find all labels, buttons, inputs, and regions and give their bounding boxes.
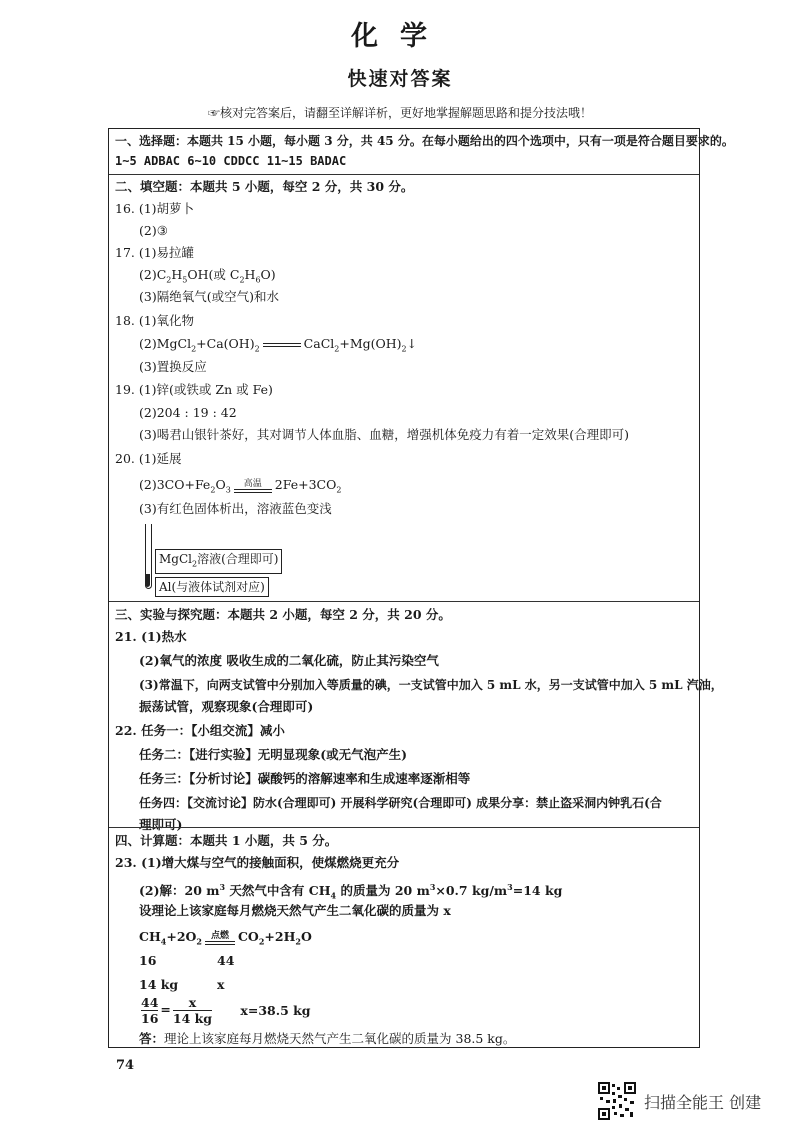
q17-part3: (3)隔绝氧气(或空气)和水 [139, 289, 279, 304]
page-subtitle: 快速对答案 [347, 68, 453, 90]
q16-part2: (2)③ [139, 223, 168, 238]
fraction-left: $\frac{44}{16}$ [141, 995, 159, 1026]
page-title: 化学 [351, 21, 449, 52]
choice-answers: 1~5 ADBAC 6~10 CDDCC 11~15 BADAC [115, 154, 347, 168]
section3-heading: 三、实验与探究题：本题共 2 小题，每空 2 分，共 20 分。 [115, 607, 451, 622]
q18-part2: $(2)MgCl_2+Ca(OH)_2$ $CaCl_2+Mg(OH)_2↓$ [139, 336, 418, 354]
reaction-equals [263, 343, 301, 347]
answer-box [108, 128, 734, 1048]
equation-condition: 点燃 [205, 931, 235, 945]
q21-part3-line1: (3)常温下，向两支试管中分别加入等质量的碘，一支试管中加入 5 mL 水，另一支试管中加入 5 mL 汽油， [139, 678, 723, 692]
page-number: 74 [116, 1058, 135, 1073]
tube-label-solution: MgCl$_2$溶液(合理即可) [155, 549, 282, 574]
q19-part2: (2)204 : 19 : 42 [139, 405, 237, 420]
q19-part1: 19. (1)锌(或铁或 Zn 或 Fe) [115, 382, 273, 397]
divider [109, 827, 699, 828]
divider [109, 174, 699, 175]
q22-task4-line1: 任务四：【交流讨论】防水(合理即可) 开展科学研究(合理即可) 成果分享：禁止盗采洞内钟乳石(合 [139, 796, 662, 810]
q18-part3: (3)置换反应 [139, 359, 207, 374]
result-value: x=38.5 kg [240, 1003, 311, 1018]
q20-part1: 20. (1)延展 [115, 451, 182, 466]
q22-task2: 任务二：【进行实验】无明显现象(或无气泡产生) [139, 747, 408, 762]
section1-heading: 一、选择题：本题共 15 小题，每小题 3 分，共 45 分。在每小题给出的四个选项中，只有一项是符合题目要求的。 [115, 134, 734, 148]
fraction-right: $\frac{x}{14 kg}$ [172, 995, 213, 1026]
reaction-condition: 高温 [234, 479, 272, 493]
q23-part1: 23. (1)增大煤与空气的接触面积，使煤燃烧更充分 [115, 855, 400, 870]
section2-heading: 二、填空题：本题共 5 小题，每空 2 分，共 30 分。 [115, 179, 414, 194]
q16-part1: 16. (1)胡萝卜 [115, 201, 195, 216]
q22-task1: 22. 任务一：【小组交流】减小 [115, 723, 285, 738]
q20-part2: $(2)3CO+Fe_2O_3$ 高温 $2Fe+3CO_2$ [139, 477, 342, 495]
q18-part1: 18. (1)氧化物 [115, 313, 195, 328]
tube-label-metal: Al(与液体试剂对应) [155, 577, 269, 597]
scanner-watermark: 扫描全能王 创建 [644, 1093, 762, 1112]
q23-part2: (2)解：20 $m^3$ 天然气中含有 $CH_4$ 的质量为 20 $m^3\times 0.7$ $kg/m^3=14$ kg [139, 882, 563, 901]
q21-part2: (2)氧气的浓度 吸收生成的二氧化硫，防止其污染空气 [139, 653, 439, 668]
ratio-row1-left: 16 [139, 953, 157, 968]
ratio-row2-right: x [217, 977, 225, 992]
divider [109, 601, 699, 602]
q22-task4-line2: 理即可) [139, 817, 183, 832]
q20-part3: (3)有红色固体析出，溶液蓝色变浅 [139, 501, 332, 516]
ratio-row1-right: 44 [217, 953, 235, 968]
q17-part2: $(2)C_2H_5OH$(或 $C_2H_6O$) [139, 267, 276, 285]
qr-code-icon [598, 1082, 636, 1120]
q21-part3-line2: 振荡试管，观察现象(合理即可) [139, 699, 314, 714]
q23-assume: 设理论上该家庭每月燃烧天然气产生二氧化碳的质量为 x [139, 903, 451, 918]
ratio-row2-left: 14 kg [139, 977, 179, 992]
q19-part3: (3)喝君山银针茶好，其对调节人体血脂、血糖，增强机体免疫力有着一定效果(合理即可) [139, 427, 629, 442]
q22-task3: 任务三：【分析讨论】碳酸钙的溶解速率和生成速率逐渐相等 [139, 771, 471, 786]
section4-heading: 四、计算题：本题共 1 小题，共 5 分。 [115, 833, 338, 848]
tip-text: ☞核对完答案后，请翻至详解详析，更好地掌握解题思路和提分技法哦！ [207, 106, 592, 120]
test-tube-liquid [145, 574, 150, 587]
q23-answer: 答：理论上该家庭每月燃烧天然气产生二氧化碳的质量为 38.5 kg。 [139, 1031, 516, 1046]
q21-part1: 21. (1)热水 [115, 629, 187, 644]
proportion: $\frac{44}{16}$ = $\frac{x}{14 kg}$ x=38.5 kg [141, 995, 311, 1026]
q23-equation: $CH_4+2O_2$ 点燃 $CO_2+2H_2O$ [139, 929, 312, 947]
q17-part1: 17. (1)易拉罐 [115, 245, 195, 260]
